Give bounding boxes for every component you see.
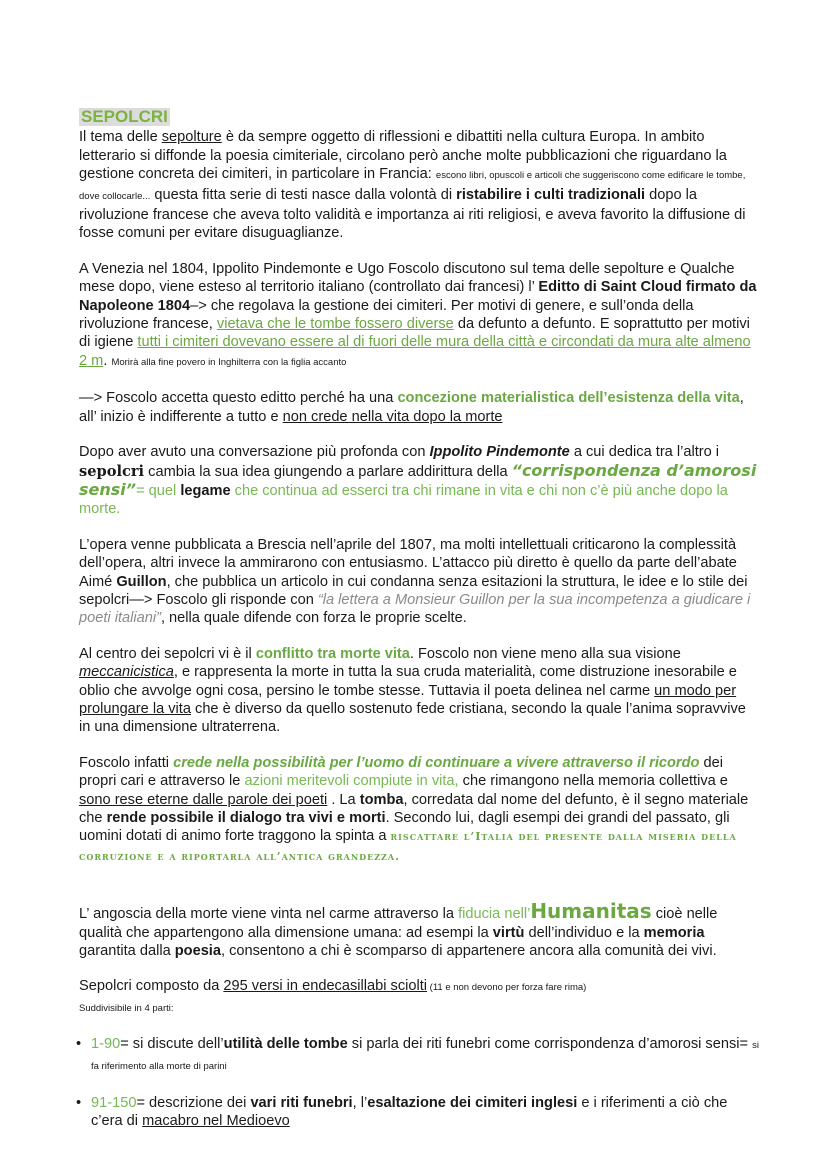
bold-term: ristabilire i culti tradizionali <box>456 186 646 203</box>
bold-term: Guillon <box>116 573 167 590</box>
paragraph-conflict: Al centro dei sepolcri vi è il conflitto tra morte vita. Foscolo non viene meno alla sua visione meccanicistica, e rappresenta la morte in tutta la sua cruda materialità, come distruzione inesorabile e oblio che avvolge ogni cosa, persino le tombe stesse. Tuttavia il poeta delinea nel carme un modo per prolungare la vita che è diverso da quello sostenuto fede cristiana, secondo la quale l’anima sopravvive in una dimensione ultraterrena. <box>79 645 746 736</box>
paragraph-memory: Foscolo infatti crede nella possibilità per l’uomo di continuare a vivere attraverso il ricordo dei propri cari e attraverso le azioni meritevoli compiute in vita, che rimangono nella memoria collettiva e sono rese eterne dalle parole dei poeti . La tomba, corredata dal nome del defunto, è il segno materiale che rende possibile il dialogo tra vivi e morti. Secondo lui, dagli esempi dei grandi del passato, gli uomini dotati di animo forte traggono la spinta a riscattare l’Italia del presente dalla miseria della corruzione e a riportarla all’antica grandezza. <box>79 754 749 863</box>
bold-term: poesia <box>174 943 221 960</box>
small-note: Morirà alla fine povero in Inghilterra con la figlia accanto <box>111 356 347 368</box>
highlighted-term: azioni meritevoli compiute in vita, <box>244 773 459 790</box>
humanitas-term: Humanitas <box>530 899 652 924</box>
quoted-title: “la lettera a Monsieur Guillon per la sua incompetenza a giudicare i poeti italiani” <box>79 591 751 627</box>
bold-term: rende possibile il dialogo tra vivi e morti <box>106 810 386 826</box>
list-item: • 91-150= descrizione dei vari riti funebri, l’esaltazione dei cimiteri inglesi e i riferimenti a ciò che c’era di macabro nel Medioevo <box>76 1095 728 1130</box>
paragraph-publication: L’opera venne pubblicata a Brescia nell’aprile del 1807, ma molti intellettuali criticarono la complessità dell’opera, altri invece la ammirarono con entusiasmo. L’attacco più diretto è quello da parte dell’abate Aimé Guillon, che pubblica un articolo in cui condanna senza esitazioni la struttura, le idee e lo stile dei sepolcri—> Foscolo gli risponde con “la lettera a Monsieur Guillon per la sua incompetenza a giudicare i poeti italiani”, nella quale difende con forza le proprie scelte. <box>79 536 751 627</box>
underlined-term: macabro nel Medioevo <box>142 1113 290 1130</box>
underlined-term: sepolture <box>161 129 222 146</box>
bullet-icon: • <box>76 1095 82 1112</box>
highlighted-term: conflitto tra morte vita <box>255 645 410 662</box>
underlined-term: non crede nella vita dopo la morte <box>282 408 503 425</box>
paragraph-pindemonte: Dopo aver avuto una conversazione più profonda con Ippolito Pindemonte a cui dedica tra l’altro i sepolcri cambia la sua idea giungendo a parlare addirittura della “corrispondenza d’amorosi sensi”= quel legame che continua ad esserci tra chi rimane in vita e chi non c’è più anche dopo la morte. <box>79 444 757 518</box>
highlighted-term: crede nella possibilità per l’uomo di continuare a vivere attraverso il ricordo <box>173 754 700 771</box>
paragraph-editto: A Venezia nel 1804, Ippolito Pindemonte e Ugo Foscolo discutono sul tema delle sepolture e Qualche mese dopo, viene esteso al territorio italiano (controllato dai francesi) l’ Editto di Saint Cloud firmato da Napoleone 1804–> che regolava la gestione dei cimiteri. Per motivi di genere, e sull’onda della rivoluzione francese, vietava che le tombe fossero diverse da defunto a defunto. E soprattutto per motivi di igiene tutti i cimiteri dovevano essere al di fuori delle mura della città e circondati da mura alte almeno 2 m. Morirà alla fine povero in Inghilterra con la figlia accanto <box>79 260 757 369</box>
paragraph-humanitas: L’ angoscia della morte viene vinta nel carme attraverso la fiducia nell’Humanitas cioè nelle qualità che appartengono alla dimensione umana: ad esempi la virtù dell’individuo e la memoria garantita dalla poesia, consentono a chi è scomparso di appartenere ancora alla comunità dei vivi. <box>79 899 718 960</box>
small-note: si fa riferimento alla morte di parini <box>91 1040 759 1072</box>
bold-term: legame <box>180 482 231 499</box>
verse-range: 1-90 <box>91 1036 121 1053</box>
underlined-term: meccanicistica <box>79 664 174 681</box>
bold-term: utilità delle tombe <box>223 1036 348 1053</box>
bold-term: sepolcri <box>79 462 145 480</box>
highlighted-caps: riscattare l’Italia del presente dalla miseria della corruzione e a riportarla all’antica grandezza. <box>79 830 737 863</box>
highlighted-term: vietava che le tombe fossero diverse <box>216 316 454 333</box>
highlighted-term: fiducia nell’ <box>458 906 531 923</box>
page-title: SEPOLCRI <box>81 107 168 126</box>
bold-term: tomba <box>359 791 404 808</box>
underlined-term: sono rese eterne dalle parole dei poeti <box>79 791 328 808</box>
underlined-term: 295 versi in endecasillabi sciolti <box>223 978 428 995</box>
parts-list <box>76 1035 759 1131</box>
underlined-term: un modo per prolungare la vita <box>79 682 737 717</box>
bold-term: Editto di Saint Cloud firmato da Napoleone 1804 <box>79 279 757 314</box>
document-page <box>76 107 759 1149</box>
paragraph-materialism: —> Foscolo accetta questo editto perché ha una concezione materialistica dell’esistenza della vita, all’ inizio è indifferente a tutto e non crede nella vita dopo la morte <box>79 390 744 425</box>
small-note: (11 e non devono per forza fare rima) <box>427 982 587 994</box>
bold-term: esaltazione dei cimiteri inglesi <box>367 1095 578 1112</box>
paragraph-intro: Il tema delle sepolture è da sempre oggetto di riflessioni e dibattiti nella cultura Europa. In ambito letterario si diffonde la poesia cimiteriale, circolano però anche molte pubblicazioni che riguardano la gestione concreta dei cimiteri, in particolare in Francia: escono libri, opuscoli e articoli che suggeriscono come edificare le tombe, dove collocarle... questa fitta serie di testi nasce dalla volontà di ristabilire i culti tradizionali dopo la rivoluzione francese che aveva tolto validità e importanza ai riti religiosi, e aveva favorito la diffusione di fosse comuni per evitare disuguaglianze. <box>79 129 746 242</box>
paragraph-structure: Sepolcri composto da 295 versi in endecasillabi sciolti (11 e non devono per forza fare rima) Suddivisibile in 4 parti: <box>79 978 587 1014</box>
bullet-icon: • <box>76 1036 82 1053</box>
highlighted-term: concezione materialistica dell’esistenza della vita <box>397 390 740 407</box>
highlighted-term: tutti i cimiteri dovevano essere al di fuori delle mura della città e circondati da mura alte almeno 2 m <box>79 334 751 369</box>
bold-term: virtù <box>492 924 525 941</box>
highlighted-term: che continua ad esserci tra chi rimane in vita e chi non c’è più anche dopo la morte. <box>79 482 728 518</box>
verse-range: 91-150 <box>91 1095 137 1112</box>
bold-italic-term: Ippolito Pindemonte <box>429 444 570 461</box>
small-note: escono libri, opuscoli e articoli che suggeriscono come edificare le tombe, dove collocarle... <box>79 170 746 202</box>
highlighted-quote: “corrispondenza d’amorosi sensi” <box>79 460 757 499</box>
bold-term: vari riti funebri <box>250 1095 353 1112</box>
list-item: • 1-90= si discute dell’utilità delle tombe si parla dei riti funebri come corrispondenza d’amorosi sensi= si fa riferimento alla morte di parini <box>76 1036 759 1072</box>
small-note: Suddivisibile in 4 parti: <box>79 1002 174 1014</box>
bold-term: memoria <box>643 924 705 941</box>
